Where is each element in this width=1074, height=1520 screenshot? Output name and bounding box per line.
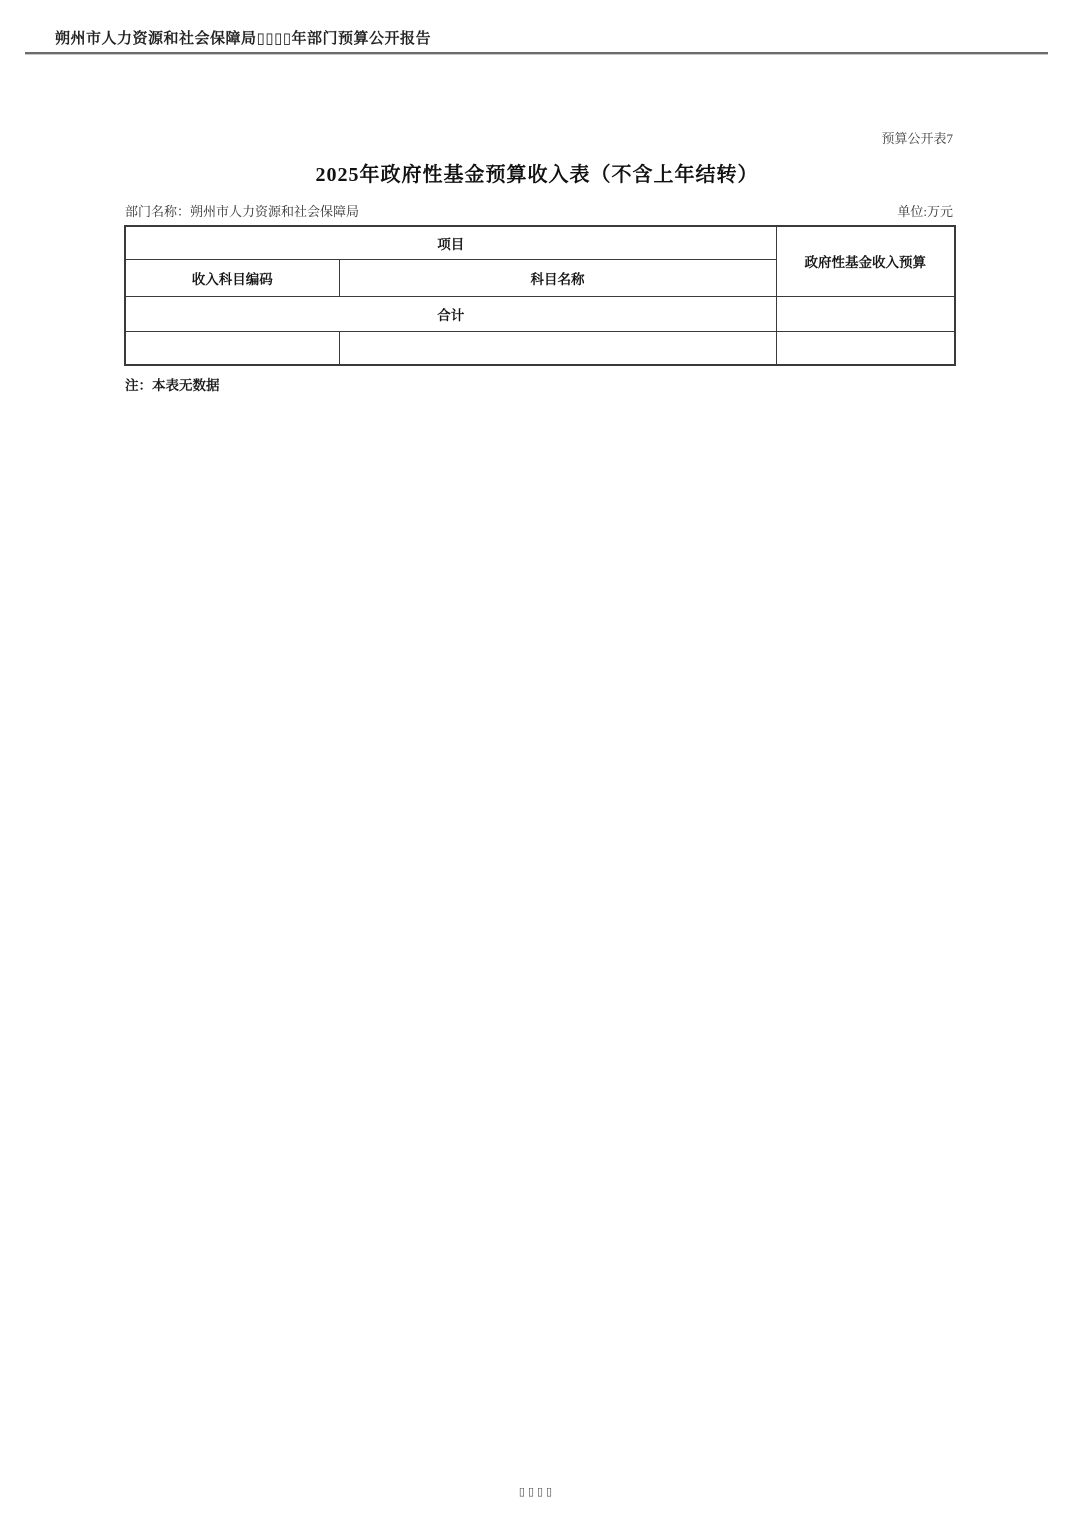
- empty-row-name: [339, 331, 776, 365]
- empty-row-code: [125, 331, 339, 365]
- unit-label: 单位:万元: [897, 204, 953, 219]
- budget-revenue-table: [124, 225, 956, 366]
- total-row-label: 合计: [125, 296, 776, 331]
- table-tag-label: 预算公开表7: [881, 131, 953, 146]
- table-total-row: [125, 296, 955, 331]
- header-cell-code: 收入科目编码: [125, 259, 339, 296]
- total-row-value: [776, 296, 955, 331]
- table-meta-row: [125, 201, 953, 220]
- footer-page-marker: ▯▯▯▯: [518, 1485, 556, 1498]
- page-title: 2025年政府性基金预算收入表（不含上年结转）: [315, 164, 759, 186]
- header-divider: [25, 52, 1048, 55]
- header-cell-revenue-budget: 政府性基金收入预算: [776, 226, 955, 296]
- header-cell-subject-name: 科目名称: [339, 259, 776, 296]
- empty-row-value: [776, 331, 955, 365]
- table-note: 注：本表无数据: [125, 378, 220, 393]
- header-cell-project-group: 项目: [125, 226, 776, 259]
- department-name-label: 部门名称：朔州市人力资源和社会保障局: [125, 204, 360, 219]
- running-header: 朔州市人力资源和社会保障局▯▯▯▯年部门预算公开报告: [55, 30, 432, 47]
- table-header-row-1: [125, 226, 955, 259]
- table-empty-row: [125, 331, 955, 365]
